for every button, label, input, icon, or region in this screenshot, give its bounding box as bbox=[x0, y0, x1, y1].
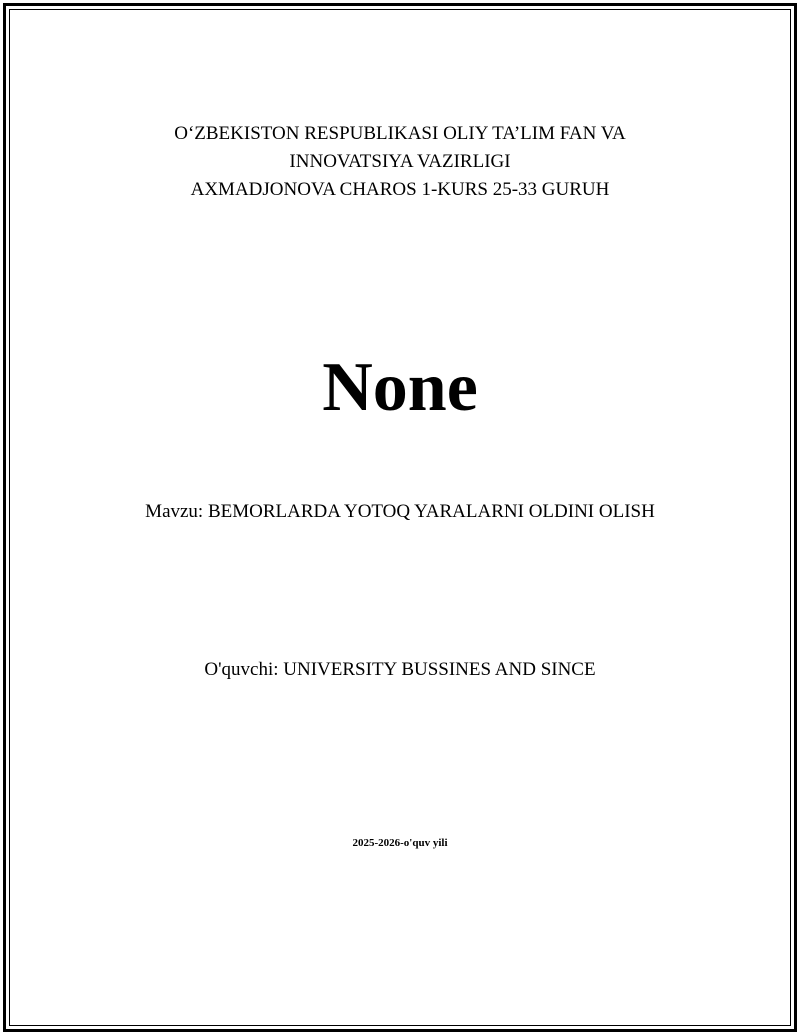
student-line: O'quvchi: UNIVERSITY BUSSINES AND SINCE bbox=[204, 659, 596, 680]
academic-year: 2025-2026-o'quv yili bbox=[352, 837, 448, 849]
document-title: None bbox=[322, 349, 478, 426]
ministry-header bbox=[0, 120, 800, 204]
topic-line: Mavzu: BEMORLARDA YOTOQ YARALARNI OLDINI OLISH bbox=[145, 501, 655, 522]
header-line-2: INNOVATSIYA VAZIRLIGI bbox=[289, 151, 511, 172]
header-line-3: AXMADJONOVA CHAROS 1-KURS 25-33 GURUH bbox=[190, 179, 610, 200]
header-line-1: O‘ZBEKISTON RESPUBLIKASI OLIY TA’LIM FAN VA bbox=[174, 123, 626, 144]
